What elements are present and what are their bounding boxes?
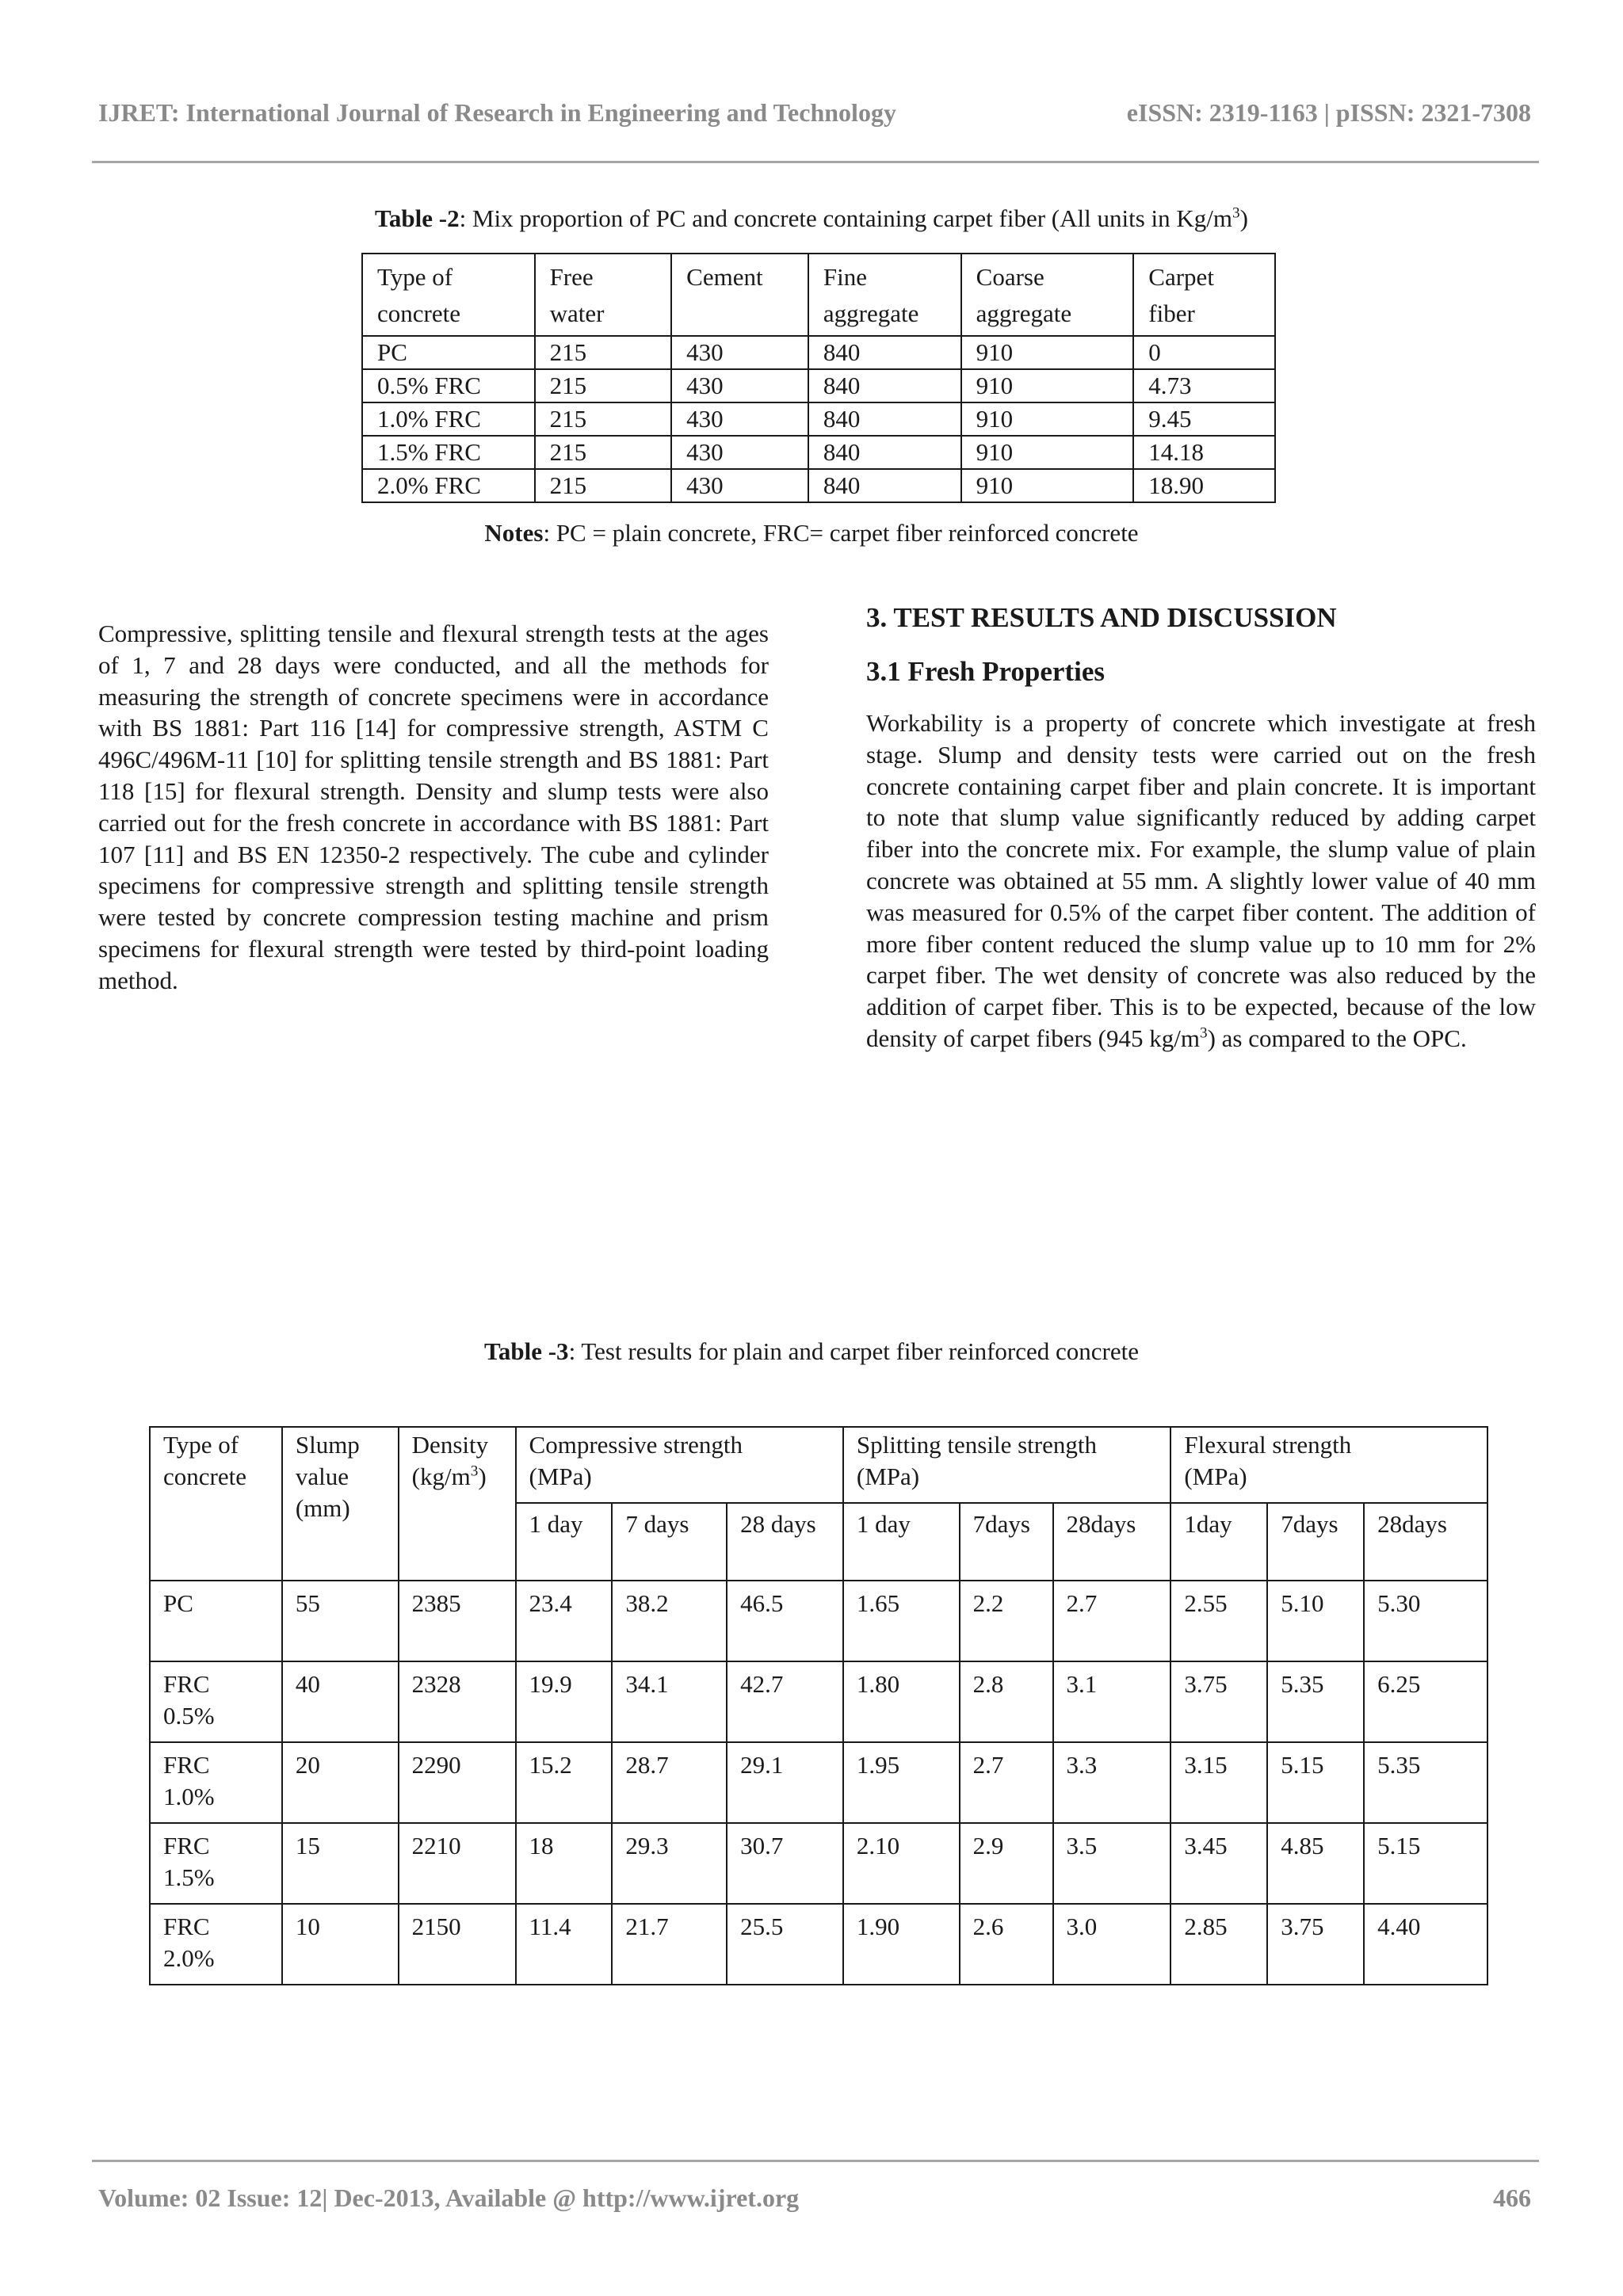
table-cell: 46.5 bbox=[727, 1581, 843, 1661]
table-cell: 2210 bbox=[399, 1823, 516, 1904]
table-cell: 2290 bbox=[399, 1742, 516, 1823]
table-cell: 5.35 bbox=[1364, 1742, 1487, 1823]
table-cell: 14.18 bbox=[1133, 436, 1275, 469]
table-cell: 3.1 bbox=[1053, 1661, 1171, 1742]
table-cell: 5.35 bbox=[1267, 1661, 1364, 1742]
column-header: Carpet fiber bbox=[1133, 254, 1275, 336]
table-header-row bbox=[362, 254, 1275, 336]
table-cell: 19.9 bbox=[516, 1661, 613, 1742]
table-cell: 40 bbox=[282, 1661, 399, 1742]
footer-rule bbox=[92, 2160, 1539, 2162]
table-cell: FRC 1.0% bbox=[150, 1742, 282, 1823]
table3-caption-label: Table -3 bbox=[484, 1337, 569, 1365]
table-cell: PC bbox=[362, 336, 535, 369]
table-cell: 430 bbox=[671, 469, 808, 502]
table-cell: 840 bbox=[808, 369, 961, 402]
table-cell: 5.15 bbox=[1267, 1742, 1364, 1823]
column-group-header: Splitting tensile strength (MPa) bbox=[843, 1427, 1170, 1503]
table-cell: 3.0 bbox=[1053, 1904, 1171, 1985]
table-cell: 11.4 bbox=[516, 1904, 613, 1985]
notes-label: Notes bbox=[484, 519, 544, 547]
table-cell: 20 bbox=[282, 1742, 399, 1823]
table-cell: 3.75 bbox=[1170, 1661, 1267, 1742]
table-cell: 5.15 bbox=[1364, 1823, 1487, 1904]
table-cell: 38.2 bbox=[612, 1581, 727, 1661]
table-row bbox=[362, 369, 1275, 402]
table-cell: 430 bbox=[671, 402, 808, 436]
table-cell: 840 bbox=[808, 402, 961, 436]
table3-caption bbox=[0, 1337, 1623, 1366]
table-cell: FRC 0.5% bbox=[150, 1661, 282, 1742]
table-cell: 1.5% FRC bbox=[362, 436, 535, 469]
column-subheader: 7days bbox=[1267, 1503, 1364, 1581]
table-row bbox=[150, 1904, 1487, 1985]
table-cell: 29.1 bbox=[727, 1742, 843, 1823]
table-cell: 430 bbox=[671, 369, 808, 402]
table-cell: 1.80 bbox=[843, 1661, 960, 1742]
column-subheader: 7 days bbox=[612, 1503, 727, 1581]
table-cell: 18.90 bbox=[1133, 469, 1275, 502]
table-cell: 3.75 bbox=[1267, 1904, 1364, 1985]
table-cell: 215 bbox=[535, 369, 672, 402]
table-cell: 34.1 bbox=[612, 1661, 727, 1742]
header-rule bbox=[92, 161, 1539, 163]
table2-caption bbox=[0, 204, 1623, 233]
column-subheader: 28days bbox=[1364, 1503, 1487, 1581]
table2-caption-label: Table -2 bbox=[375, 204, 460, 232]
column-subheader: 1 day bbox=[843, 1503, 960, 1581]
table2-caption-end: ) bbox=[1239, 204, 1248, 232]
table-row bbox=[362, 336, 1275, 369]
table-row bbox=[150, 1742, 1487, 1823]
table-cell: 2.10 bbox=[843, 1823, 960, 1904]
column-header: Type of concrete bbox=[362, 254, 535, 336]
table-cell: 42.7 bbox=[727, 1661, 843, 1742]
column-subheader: 28days bbox=[1053, 1503, 1171, 1581]
column-header: Slump value (mm) bbox=[282, 1427, 399, 1581]
table-cell: 55 bbox=[282, 1581, 399, 1661]
table-cell: FRC 1.5% bbox=[150, 1823, 282, 1904]
table-row bbox=[362, 436, 1275, 469]
column-header: Density $(kg/m^3)$ bbox=[399, 1427, 516, 1581]
body-paragraph: Compressive, splitting tensile and flexural strength tests at the ages of 1, 7 and 28 days were conducted, and all the methods for measuring the strength of concrete specimens were in accordance with BS 1881: Part 116 [14] for compressive strength, ASTM C 496C/496M-11 [10] for splitting tensile strength and BS 1881: Part 118 [15] for flexural strength. Density and slump tests were also carried out for the fresh concrete in accordance with BS 1881: Part 107 [11] and BS EN 12350-2 respectively. The cube and cylinder specimens for compressive strength and splitting tensile strength were tested by concrete compression testing machine and prism specimens for flexural strength were tested by third-point loading method. bbox=[98, 620, 769, 994]
table-cell: 2.55 bbox=[1170, 1581, 1267, 1661]
journal-title: IJRET: International Journal of Research in Engineering and Technology bbox=[98, 98, 896, 127]
page-number: 466 bbox=[1493, 2183, 1531, 2212]
mix-proportion-table bbox=[361, 253, 1276, 503]
table-row bbox=[362, 402, 1275, 436]
notes-text: : PC = plain concrete, FRC= carpet fiber reinforced concrete bbox=[543, 519, 1139, 547]
column-subheader: 7days bbox=[960, 1503, 1053, 1581]
table-cell: 4.73 bbox=[1133, 369, 1275, 402]
table-cell: 4.40 bbox=[1364, 1904, 1487, 1985]
table3-caption-text: : Test results for plain and carpet fiber reinforced concrete bbox=[568, 1337, 1139, 1365]
table-cell: 2.6 bbox=[960, 1904, 1053, 1985]
table-cell: 21.7 bbox=[612, 1904, 727, 1985]
table-cell: 3.3 bbox=[1053, 1742, 1171, 1823]
column-group-header: Compressive strength (MPa) bbox=[516, 1427, 843, 1503]
table-cell: 430 bbox=[671, 336, 808, 369]
column-header: Coarse aggregate bbox=[961, 254, 1134, 336]
table2-caption-text: : Mix proportion of PC and concrete containing carpet fiber (All units in Kg/m bbox=[459, 204, 1233, 232]
right-column bbox=[866, 707, 1536, 1055]
table-cell: 2.9 bbox=[960, 1823, 1053, 1904]
table-cell: 15 bbox=[282, 1823, 399, 1904]
table-cell: 1.65 bbox=[843, 1581, 960, 1661]
table-cell: 2.7 bbox=[960, 1742, 1053, 1823]
table-cell: 910 bbox=[961, 336, 1134, 369]
table-cell: 3.45 bbox=[1170, 1823, 1267, 1904]
test-results-table bbox=[149, 1426, 1488, 1985]
table-cell: 10 bbox=[282, 1904, 399, 1985]
column-subheader: 1 day bbox=[516, 1503, 613, 1581]
column-header: Cement bbox=[671, 254, 808, 336]
column-group-header: Flexural strength (MPa) bbox=[1170, 1427, 1487, 1503]
footer-volume-info: Volume: 02 Issue: 12| Dec-2013, Available @ http://www.ijret.org bbox=[98, 2183, 800, 2212]
table-cell: 840 bbox=[808, 336, 961, 369]
table-cell: 3.5 bbox=[1053, 1823, 1171, 1904]
table-cell: 4.85 bbox=[1267, 1823, 1364, 1904]
column-subheader: 28 days bbox=[727, 1503, 843, 1581]
table-cell: 30.7 bbox=[727, 1823, 843, 1904]
table-cell: 2150 bbox=[399, 1904, 516, 1985]
table-cell: 2.7 bbox=[1053, 1581, 1171, 1661]
table-cell: 2385 bbox=[399, 1581, 516, 1661]
table-cell: 25.5 bbox=[727, 1904, 843, 1985]
table-row bbox=[150, 1823, 1487, 1904]
table-cell: 215 bbox=[535, 336, 672, 369]
body-paragraph: Workability is a property of concrete which investigate at fresh stage. Slump and density tests were carried out on the fresh concrete containing carpet fiber and plain concrete. It is important to note that slump value significantly reduced by adding carpet fiber into the concrete mix. For example, the slump value of plain concrete was obtained at 55 mm. A slightly lower value of 40 mm was measured for 0.5% of the carpet fiber content. The addition of more fiber content reduced the slump value up to 10 mm for 2% carpet fiber. The wet density of concrete was also reduced by the addition of carpet fiber. This is to be expected, because of the low density of carpet fibers (945 $kg/m^3$) as compared to the OPC. bbox=[866, 709, 1536, 1052]
table-cell: 215 bbox=[535, 436, 672, 469]
table-cell: 430 bbox=[671, 436, 808, 469]
table-cell: 0.5% FRC bbox=[362, 369, 535, 402]
table-cell: 5.10 bbox=[1267, 1581, 1364, 1661]
table-cell: 910 bbox=[961, 469, 1134, 502]
table-cell: 9.45 bbox=[1133, 402, 1275, 436]
table-row bbox=[150, 1661, 1487, 1742]
table-cell: 1.90 bbox=[843, 1904, 960, 1985]
table-row bbox=[150, 1581, 1487, 1661]
table-cell: 0 bbox=[1133, 336, 1275, 369]
column-header: Fine aggregate bbox=[808, 254, 961, 336]
table-cell: 215 bbox=[535, 469, 672, 502]
table-cell: FRC 2.0% bbox=[150, 1904, 282, 1985]
table-cell: 840 bbox=[808, 469, 961, 502]
table-cell: 910 bbox=[961, 436, 1134, 469]
issn-info: eISSN: 2319-1163 | pISSN: 2321-7308 bbox=[1126, 98, 1531, 127]
table-cell: 910 bbox=[961, 369, 1134, 402]
table2-notes bbox=[0, 519, 1623, 547]
table-cell: 28.7 bbox=[612, 1742, 727, 1823]
table-cell: 2328 bbox=[399, 1661, 516, 1742]
table-cell: 3.15 bbox=[1170, 1742, 1267, 1823]
table-cell: 2.85 bbox=[1170, 1904, 1267, 1985]
table-cell: 6.25 bbox=[1364, 1661, 1487, 1742]
table2-caption-sup: 3 bbox=[1232, 204, 1240, 222]
table-cell: 2.2 bbox=[960, 1581, 1053, 1661]
subsection-heading: 3.1 Fresh Properties bbox=[866, 656, 1106, 687]
table-cell: 2.0% FRC bbox=[362, 469, 535, 502]
table-header-row bbox=[150, 1427, 1487, 1503]
table-cell: 1.0% FRC bbox=[362, 402, 535, 436]
table-cell: 1.95 bbox=[843, 1742, 960, 1823]
table-row bbox=[362, 469, 1275, 502]
table-cell: 215 bbox=[535, 402, 672, 436]
table-cell: 840 bbox=[808, 436, 961, 469]
table-cell: 910 bbox=[961, 402, 1134, 436]
left-column bbox=[98, 618, 769, 997]
table-cell: 29.3 bbox=[612, 1823, 727, 1904]
table-cell: 15.2 bbox=[516, 1742, 613, 1823]
table-cell: 5.30 bbox=[1364, 1581, 1487, 1661]
table-cell: 2.8 bbox=[960, 1661, 1053, 1742]
column-header: Free water bbox=[535, 254, 672, 336]
section-heading: 3. TEST RESULTS AND DISCUSSION bbox=[866, 602, 1337, 633]
table-cell: PC bbox=[150, 1581, 282, 1661]
column-header: Type of concrete bbox=[150, 1427, 282, 1581]
column-subheader: 1day bbox=[1170, 1503, 1267, 1581]
table-cell: 18 bbox=[516, 1823, 613, 1904]
table-cell: 23.4 bbox=[516, 1581, 613, 1661]
